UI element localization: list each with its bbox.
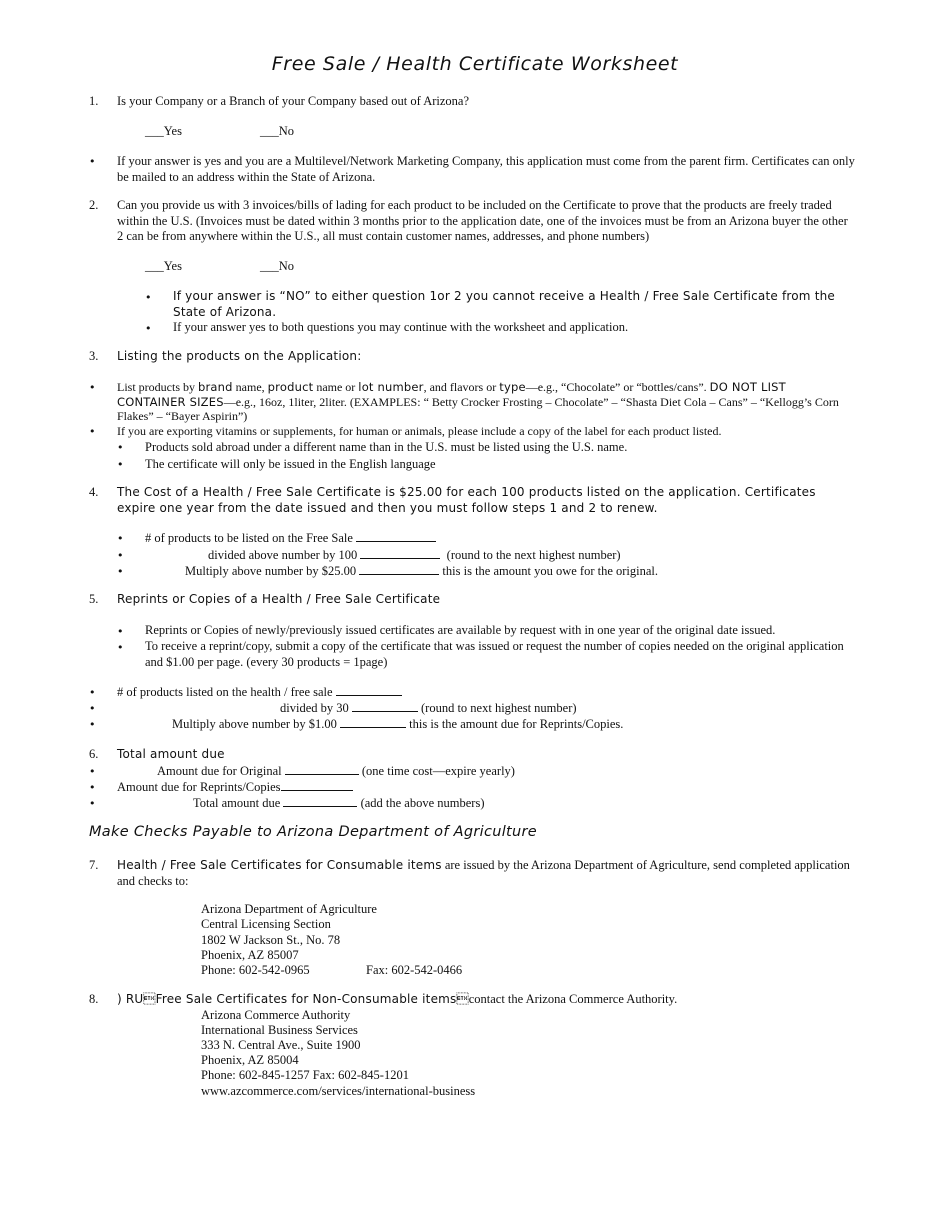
q7-phone: Phone: 602-542-0965 <box>201 963 310 977</box>
q7-address-line: Arizona Department of Agriculture <box>201 902 377 916</box>
q4-number: 4. <box>89 485 99 499</box>
q8-address-line: Arizona Commerce Authority <box>201 1008 351 1022</box>
q4-text: The Cost of a Health / Free Sale Certificate is $25.00 for each 100 products listed on the application. Certificates expire one year from the date issued and then you must follow steps 1 and 2 to renew. <box>117 485 816 515</box>
bullet-icon: • <box>117 532 124 545</box>
bullet-icon: • <box>89 425 96 438</box>
q7-address-line: 1802 W Jackson St., No. 78 <box>201 933 341 947</box>
q5-line-product-count: # of products listed on the health / free sale <box>117 684 402 701</box>
bullet-icon: • <box>89 702 96 715</box>
q7-text: Health / Free Sale Certificates for Consumable items are issued by the Arizona Department of Agriculture, send completed application and checks to: <box>117 858 850 888</box>
q1-yes-option[interactable]: ___Yes <box>145 124 182 138</box>
q6-reprints-field[interactable] <box>281 779 353 791</box>
q2-number: 2. <box>89 198 99 212</box>
q3-bullet-english: The certificate will only be issued in the English language <box>145 457 436 471</box>
q2-text: Can you provide us with 3 invoices/bills of lading for each product to be included on the Certificate to prove that the products are freely traded within the U.S. (Invoices must be dated within 3 months prior to the application date, one of the invoices must be from an Arizona buyer the other 2 can be from anywhere within the U.S., all must contain customer names, addresses, and phone numbers) <box>117 198 848 243</box>
bullet-icon: • <box>89 781 96 794</box>
bullet-icon: • <box>89 797 96 810</box>
q7-address-line: Central Licensing Section <box>201 917 331 931</box>
bullet-icon: • <box>89 155 96 168</box>
q6-original-field[interactable] <box>285 763 359 775</box>
checks-payable-heading: Make Checks Payable to Arizona Department of Agriculture <box>89 824 537 840</box>
q8-address-line: Phoenix, AZ 85004 <box>201 1053 299 1067</box>
q5-line-divide: divided by 30 (round to next highest number) <box>280 701 577 715</box>
bullet-icon: • <box>117 549 124 562</box>
q2-yes-option[interactable]: ___Yes <box>145 259 182 273</box>
q1-no-option[interactable]: ___No <box>260 124 295 138</box>
q5-divided-field[interactable] <box>352 700 418 712</box>
bullet-icon: • <box>89 718 96 731</box>
q8-website-link[interactable]: www.azcommerce.com/services/international-business <box>201 1084 476 1098</box>
q6-total-field[interactable] <box>283 795 357 807</box>
q7-number: 7. <box>89 858 99 872</box>
q8-number: 8. <box>89 992 99 1006</box>
q5-heading: Reprints or Copies of a Health / Free Sale Certificate <box>117 592 441 606</box>
q3-bullet-list-products: List products by brand name, product name or lot number, and flavors or type—e.g., “Chocolate” or “bottles/cans”. DO NOT LIST CONTAINER SIZES—e.g., 16oz, 1liter, 2liter. (EXAMPLES: “ Betty Crocker Frosting – Chocolate” – “Shasta Diet Cola – Cans” – “Kellogg’s Corn Flakes” – “Bayer Aspirin”) <box>117 380 839 423</box>
q4-product-count-field[interactable] <box>356 530 436 542</box>
q4-line-product-count: # of products to be listed on the Free Sale <box>145 530 436 547</box>
q3-heading: Listing the products on the Application: <box>117 349 362 363</box>
q6-line-original: Amount due for Original (one time cost—expire yearly) <box>157 764 515 778</box>
q8-phone-fax: Phone: 602-845-1257 Fax: 602-845-1201 <box>201 1068 409 1082</box>
q6-line-total: Total amount due (add the above numbers) <box>193 796 485 810</box>
q6-number: 6. <box>89 747 99 761</box>
q1-text: Is your Company or a Branch of your Company based out of Arizona? <box>117 94 470 108</box>
q5-amount-field[interactable] <box>340 716 406 728</box>
bullet-icon: • <box>145 322 152 335</box>
q1-number: 1. <box>89 94 99 108</box>
bullet-icon: • <box>145 291 152 304</box>
bullet-icon: • <box>117 441 124 454</box>
bullet-icon: • <box>117 625 124 638</box>
q4-line-divide: divided above number by 100 (round to the next highest number) <box>208 548 621 562</box>
q2-bullet-yes: If your answer yes to both questions you may continue with the worksheet and application. <box>173 320 629 334</box>
q4-line-multiply: Multiply above number by $25.00 this is the amount you owe for the original. <box>185 564 659 578</box>
bullet-icon: • <box>117 565 124 578</box>
q5-number: 5. <box>89 592 99 606</box>
q2-no-option[interactable]: ___No <box>260 259 295 273</box>
q4-divided-field[interactable] <box>360 547 440 559</box>
q8-address-line: International Business Services <box>201 1023 358 1037</box>
q4-amount-field[interactable] <box>359 563 439 575</box>
q5-product-count-field[interactable] <box>336 684 402 696</box>
q6-line-reprints: Amount due for Reprints/Copies <box>117 779 353 796</box>
q3-number: 3. <box>89 349 99 363</box>
bullet-icon: • <box>89 381 96 394</box>
bullet-icon: • <box>89 686 96 699</box>
q5-bullet-request: To receive a reprint/copy, submit a copy of the certificate that was issued or request the number of copies needed on the original application and $1.00 per page. (every 30 products = 1page) <box>145 639 844 669</box>
q1-note: If your answer is yes and you are a Multilevel/Network Marketing Company, this application must come from the parent firm. Certificates can only be mailed to an address within the State of Arizona. <box>117 154 855 184</box>
q8-text: ) RUFree Sale Certificates for Non-Consumable itemscontact the Arizona Commerce Authority. <box>117 992 678 1006</box>
q7-address-line: Phoenix, AZ 85007 <box>201 948 299 962</box>
q7-fax: Fax: 602-542-0466 <box>366 963 463 977</box>
q3-bullet-us-name: Products sold abroad under a different name than in the U.S. must be listed using the U.S. name. <box>145 440 628 454</box>
bullet-icon: • <box>89 765 96 778</box>
page-title: Free Sale / Health Certificate Worksheet <box>271 53 679 75</box>
q2-bullet-no: If your answer is “NO” to either question 1or 2 you cannot receive a Health / Free Sale Certificate from the State of Arizona. <box>173 289 836 319</box>
bullet-icon: • <box>117 458 124 471</box>
q5-bullet-reprints: Reprints or Copies of newly/previously issued certificates are available by request with in one year of the original date issued. <box>145 623 776 637</box>
q6-heading: Total amount due <box>117 747 225 761</box>
q5-line-multiply: Multiply above number by $1.00 this is the amount due for Reprints/Copies. <box>172 717 624 731</box>
q3-bullet-vitamins: If you are exporting vitamins or supplements, for human or animals, please include a copy of the label for each product listed. <box>117 424 722 438</box>
bullet-icon: • <box>117 641 124 654</box>
q8-address-line: 333 N. Central Ave., Suite 1900 <box>201 1038 361 1052</box>
